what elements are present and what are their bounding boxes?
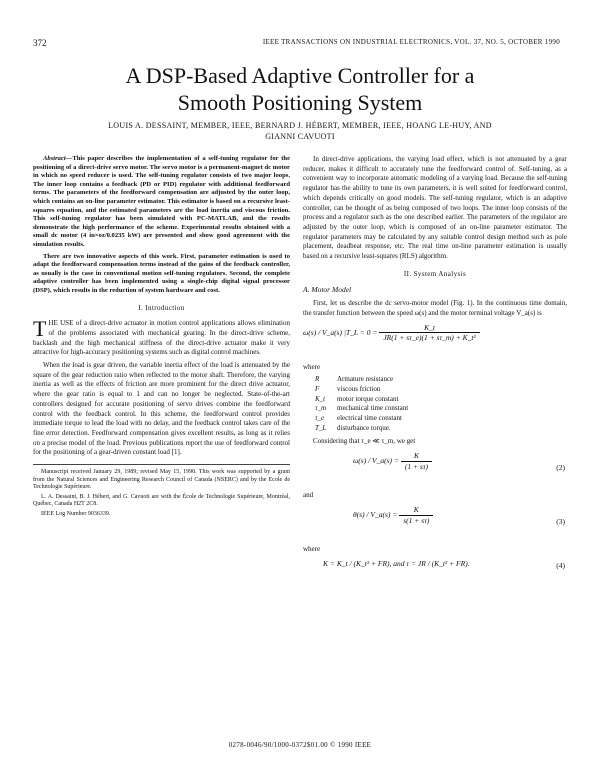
left-column bbox=[33, 155, 290, 521]
authors-line-1: LOUIS A. DESSAINT, MEMBER, IEEE, BERNARD J. HÉBERT, MEMBER, IEEE, HOANG LE-HUY, AND bbox=[108, 121, 492, 130]
symbol-row bbox=[315, 404, 567, 414]
symbol-description: mechanical time constant bbox=[337, 404, 409, 413]
symbol-list bbox=[315, 375, 567, 433]
symbol: τ_m bbox=[315, 404, 327, 413]
intro-paragraph-2: When the load is gear driven, the variable inertia effect of the load is attenuated by the square of the gear reduction ratio when reflected to the motor shaft. Therefore, the varying inertia as well as the effects of friction are more prominent for the direct drive actuator, where the gear ratio is equal to 1 and can no longer be neglected. State-of-the-art controllers designed for accurate positioning of servo drives combine the feedforward control with the feedback control. In this scheme, the feedforward control provides immediate torque to lead the load with no delay, and the feedback control takes care of the fine error detection. Feedforward compensation gives excellent results, as long as it relies on a precise model of the load. Previous publications report the use of feedforward control for the positioning of a gear-driven constant load [1]. bbox=[33, 361, 290, 457]
copyright-line: 0278-0046/90/1000-0372$01.00 © 1990 IEEE bbox=[228, 741, 372, 749]
eq2-fraction bbox=[401, 451, 432, 471]
eq3-number: (3) bbox=[556, 516, 565, 526]
eq1-lhs: ω(s) / V_a(s) |T_L = 0 bbox=[303, 327, 371, 337]
where-label: where bbox=[303, 362, 321, 371]
symbol: K_t bbox=[315, 394, 326, 403]
symbol-row bbox=[315, 375, 567, 385]
eq4-number: (4) bbox=[556, 560, 565, 570]
running-header: IEEE TRANSACTIONS ON INDUSTRIAL ELECTRONICS, VOL. 37, NO. 5, OCTOBER 1990 bbox=[262, 38, 560, 46]
eq2-numerator: K bbox=[401, 451, 432, 462]
paper-title bbox=[40, 62, 560, 116]
eq2-number: (2) bbox=[556, 463, 565, 473]
eq1-fraction bbox=[379, 323, 479, 343]
page-number: 372 bbox=[33, 38, 47, 48]
symbol-row bbox=[315, 424, 567, 434]
subsection-motor-model: A. Motor Model bbox=[303, 285, 352, 295]
symbol-description: electrical time constant bbox=[337, 414, 402, 423]
intro-paragraph-1-text: HE USE of a direct-drive actuator in motion control applications allows elimination of the problems associated with mechanical gearing. In the direct-drive scheme, backlash and the high mechanical stiffness of the direct-drive actuator make it very attractive for high-accuracy positioning systems such as digital control machines. bbox=[33, 319, 290, 357]
intro-paragraph-1 bbox=[33, 316, 290, 358]
drop-cap: T bbox=[33, 316, 47, 342]
authors-line-2: GIANNI CAVUOTI bbox=[265, 132, 335, 141]
right-paragraph-1: In direct-drive applications, the varying load effect, which is not attenuated by a gear reducer, makes it difficult to accurately tune the feedforward control of. Self-tuning, as a convenient way to incorporate automatic modeling of a varying load. Because the self-tuning regulator has the ability to tune its own parameters, it is well suited for feedforward control, which depends critically on good models. The self-tuning regulator, which is an adaptive controller, can be thought of as being composed of two loops. The inner loop consists of the process and a regulator such as the one described earlier. The parameters of the regulator are adjusted by the outer loop, which is composed of an on-line parameter estimator. The regulator parameters may be calculated by any suitable control design method such as pole placement, deadbeat response, etc. The real time on-line parameter estimation is usually based on a recursive least-squares (RLS) algorithm. bbox=[303, 155, 567, 261]
where-label-2: where bbox=[303, 544, 321, 553]
eq1-numerator: K_t bbox=[379, 323, 479, 334]
title-line-2: Smooth Positioning System bbox=[177, 90, 423, 115]
abstract-paragraph-1: This paper describes the implementation of a self-tuning regulator for the positioning of a direct-drive servo motor. The servo motor is a permanent-magnet dc motor in which no speed reducer is used. The self-tuning regulator consists of two major loops. The inner loop contains a feedback (PD or PID) regulator with additional feedforward terms. The parameters of the feedforward compensation are adjusted by the outer loop, which contains an on-line parameter estimator. This estimator is based on a recursive least-squares equation, and the estimated parameters are the load inertia and viscous friction. This self-tuning regulator has been simulated with PC-MATLAB, and the results demonstrate the high performance of the scheme. Experimental results obtained with a small dc motor (4 in×oz/0.0235 kW) are presented and show good agreement with the simulation results. bbox=[33, 155, 290, 248]
eq3-lhs: θ(s) / V_a(s) bbox=[353, 509, 391, 519]
eq4-text: K = K_t / (K_t² + FR), and τ = JR / (K_t² + FR). bbox=[323, 558, 470, 568]
eq3-numerator: K bbox=[399, 505, 433, 516]
title-line-1: A DSP-Based Adaptive Controller for a bbox=[125, 63, 475, 88]
right-paragraph-3: Considering that τ_e ≪ τ_m, we get bbox=[313, 437, 416, 446]
section-heading-system-analysis: II. System Analysis bbox=[403, 269, 467, 278]
symbol: T_L bbox=[315, 423, 327, 432]
equation-1: ω(s) / V_a(s) |T_L = 0 = $\frac{K\_t}{\text{JR(1 + sτ\_e)(1 + sτ\_m) + K\_t²}}$ bbox=[303, 323, 567, 359]
eq2-lhs: ω(s) / V_a(s) bbox=[353, 456, 393, 466]
equation-2: ω(s) / V_a(s) = $\frac{K}{(1 + s\tau)}$ (2) bbox=[353, 451, 565, 473]
authors bbox=[40, 120, 560, 142]
symbol: F bbox=[315, 384, 320, 393]
footnote-1: Manuscript received January 29, 1989; revised May 15, 1990. This work was supported by a grant from the Natural Sciences and Engineering Research Council of Canada (NSERC) and by the Ecole de Technologie Supérieure. bbox=[33, 469, 290, 491]
symbol: R bbox=[315, 375, 320, 384]
symbol-description: viscous friction bbox=[337, 384, 381, 393]
abstract-paragraph-2: There are two innovative aspects of this work. First, parameter estimation is used to adapt the feedforward compensation terms instead of the gains of the feedback controller, as usually is the case in conventional motion self-tuning regulators. Second, the complete adaptive controller has been implemented using a single-chip digital signal processor (DSP), which results in the reduction of system hardware and cost. bbox=[33, 252, 290, 294]
eq3-denominator: s(1 + sτ) bbox=[403, 515, 430, 525]
equation-4 bbox=[303, 559, 567, 579]
footnote bbox=[33, 464, 290, 519]
section-heading-introduction: I. Introduction bbox=[138, 303, 185, 312]
symbol-row bbox=[315, 395, 567, 405]
symbol-description: disturbance torque. bbox=[337, 423, 391, 432]
symbol-row bbox=[315, 385, 567, 395]
right-column bbox=[303, 155, 567, 583]
footnote-2: L. A. Dessaint, B. J. Hébert, and G. Cavuoti are with the École de Technologie Supérieure, Montréal, Québec, Canada H2T 2C8. bbox=[33, 493, 290, 508]
right-paragraph-2: First, let us describe the dc servo-motor model (Fig. 1). In the continuous time domain, the transfer function between the speed ω(s) and the motor terminal voltage V_a(s) is bbox=[303, 299, 567, 317]
abstract bbox=[33, 155, 290, 296]
symbol-description: Armature resistance bbox=[337, 375, 394, 384]
eq2-denominator: (1 + sτ) bbox=[404, 461, 429, 471]
eq3-fraction bbox=[399, 505, 433, 525]
and-label: and bbox=[303, 491, 314, 500]
symbol: τ_e bbox=[315, 414, 325, 423]
equation-3: θ(s) / V_a(s) = $\frac{K}{s(1 + s\tau)}$ (3) bbox=[353, 504, 565, 526]
symbol-row bbox=[315, 414, 567, 424]
footnote-3: IEEE Log Number 9036339. bbox=[41, 511, 111, 518]
abstract-lead: Abstract— bbox=[43, 155, 73, 162]
symbol-description: motor torque constant bbox=[337, 394, 399, 403]
eq1-denominator: JR(1 + sτ_e)(1 + sτ_m) + K_t² bbox=[383, 333, 476, 343]
